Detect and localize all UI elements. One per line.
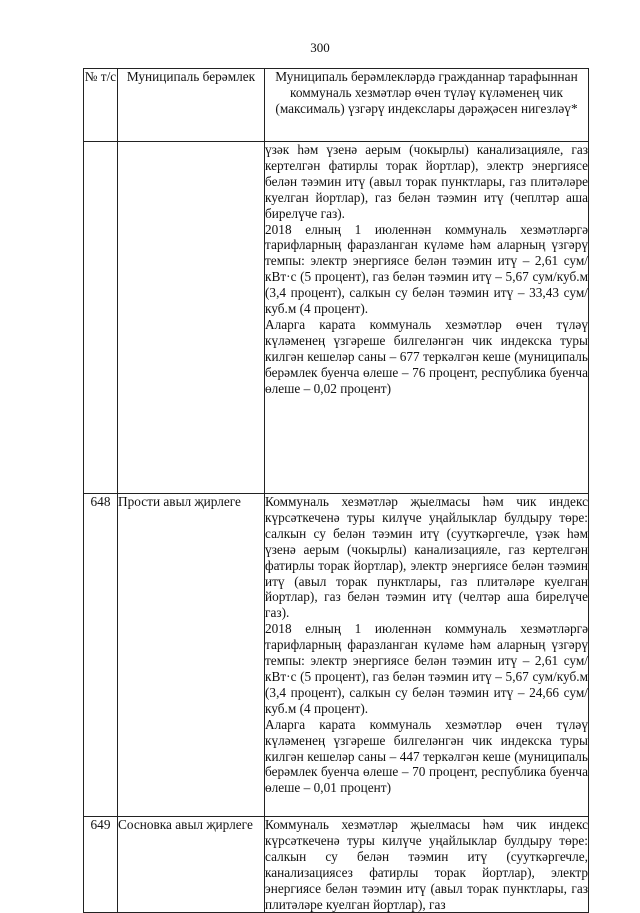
row-municipality: Прости авыл җирлеге — [118, 494, 265, 817]
row-description — [265, 142, 589, 494]
row-description — [265, 494, 589, 817]
row-description — [265, 817, 589, 913]
paragraph: Коммуналь хезмәтләр җыелмасы һәм чик индекс күрсәткеченә туры килүче уңайлыклар булдыру төре: салкын су белән тәэмин итү (сууткәргечле, канализациясез фатирлы торак йортлар), электр энергиясе белән тәэмин итү (авыл торак пунктлары, газ плитәләре куелган йортлар), газ — [265, 817, 588, 912]
paragraph: 2018 елның 1 июленнән коммуналь хезмәтләргә тарифларның фаразланган күләме һәм аларның үзгәрү темпы: электр энергиясе белән тәэмин итү – 2,61 сум/кВт·с (5 процент), газ белән тәэмин итү – 5,67 сум/куб.м (3,4 процент), салкын су белән тәэмин итү – 24,66 сум/куб.м (4 процент). — [265, 621, 588, 716]
paragraph: үзәк һәм үзенә аерым (чокырлы) канализацияле, газ кертелгән фатирлы торак йортлар), электр энергиясе белән тәэмин итү (авыл торак пунктлары, газ плитәләре куелган йортлар), газ белән тәэмин итү (чеплтәр аша бирелүче газ). — [265, 142, 588, 221]
header-description: Муниципаль берәмлекләрдә гражданнар тарафыннан коммуналь хезмәтләр өчен түләү күләменең чик (максималь) үзгәрү индекслары дәрәҗәсен нигезләү* — [265, 69, 589, 142]
table-row — [84, 494, 589, 817]
table-row — [84, 142, 589, 494]
row-number — [84, 142, 118, 494]
tariff-table — [83, 68, 589, 913]
paragraph: Аларга карата коммуналь хезмәтләр өчен түләү күләменең үзгәреше билгеләнгән чик индекска туры килгән кешеләр саны – 677 теркәлгән кеше (муниципаль берәмлек буенча өлеше – 76 процент, республика буенча өлеше – 0,02 процент) — [265, 316, 588, 396]
row-number: 648 — [84, 494, 118, 817]
paragraph: Коммуналь хезмәтләр җыелмасы һәм чик индекс күрсәткеченә туры килүче уңайлыклар булдыру төре: салкын су белән тәэмин итү (сууткәргечле, үзәк һәм үзенә аерым (чокырлы) канализацияле, газ кертелгән фатирлы торак йортлар), электр энергиясе белән тәэмин итү (авыл торак пунктлары, газ плитәләре куелган йортлар), газ белән тәэмин итү (челтәр аша бирелүче газ). — [265, 494, 588, 621]
row-municipality: Сосновка авыл җирлеге — [118, 817, 265, 913]
row-municipality — [118, 142, 265, 494]
paragraph: Аларга карата коммуналь хезмәтләр өчен түләү күләменең үзгәреше билгеләнгән чик индекска туры килгән кешеләр саны – 447 теркәлгән кеше (муниципаль берәмлек буенча өлеше – 70 процент, республика буенча өлеше – 0,01 процент) — [265, 716, 588, 796]
page-number: 300 — [310, 40, 330, 55]
header-num: № т/с — [84, 69, 118, 142]
table-row — [84, 817, 589, 913]
paragraph: 2018 елның 1 июленнән коммуналь хезмәтләргә тарифларның фаразланган күләме һәм аларның үзгәрү темпы: электр энергиясе белән тәэмин итү – 2,61 сум/кВт·с (5 процент), газ белән тәэмин итү – 5,67 сум/куб.м (3,4 процент), салкын су белән тәэмин итү – 33,43 сум/куб.м (4 процент). — [265, 221, 588, 317]
row-number: 649 — [84, 817, 118, 913]
header-municipality: Муниципаль берәмлек — [118, 69, 265, 142]
table-header-row — [84, 69, 589, 142]
